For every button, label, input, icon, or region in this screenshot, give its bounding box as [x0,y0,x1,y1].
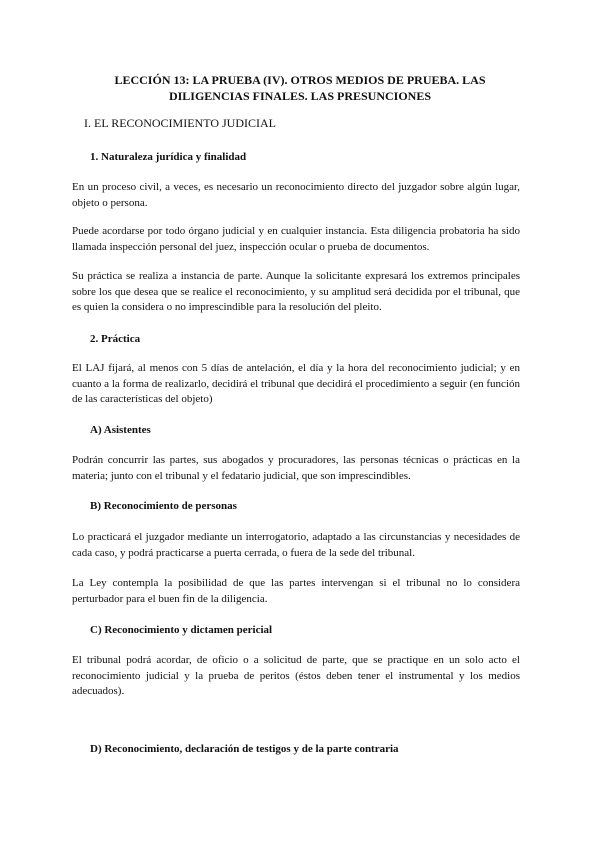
subheading-testigos: D) Reconocimiento, declaración de testigos y de la parte contraria [90,743,399,755]
document-title: LECCIÓN 13: LA PRUEBA (IV). OTROS MEDIOS DE PRUEBA. LAS DILIGENCIAS FINALES. LAS PRESUNCIONES [114,73,486,103]
subheading-asistentes: A) Asistentes [90,424,151,436]
paragraph-8: El tribunal podrá acordar, de oficio o a solicitud de parte, que se practique en un solo acto el reconocimiento judicial y la prueba de peritos (éstos deben tener el instrumental y los medios adecuados). [72,654,520,697]
paragraph-7: La Ley contempla la posibilidad de que las partes intervengan si el tribunal no lo considera perturbador para el buen fin de la diligencia. [72,577,520,605]
paragraph-5: Podrán concurrir las partes, sus abogados y procuradores, las personas técnicas o prácticas en la materia; junto con el tribunal y el fedatario judicial, que son imprescindibles. [72,454,520,482]
paragraph-1: En un proceso civil, a veces, es necesario un reconocimiento directo del juzgador sobre algún lugar, objeto o persona. [72,181,520,209]
paragraph-3: Su práctica se realiza a instancia de parte. Aunque la solicitante expresará los extremos principales sobre los que desea que se realice el reconocimiento, y su amplitud será decidida por el tribunal, que es quien la considera o no imprescindible para la resolución del pleito. [72,270,520,313]
subheading-naturaleza: 1. Naturaleza jurídica y finalidad [90,151,247,163]
paragraph-4: El LAJ fijará, al menos con 5 días de antelación, el día y la hora del reconocimiento judicial; y en cuanto a la forma de realizarlo, decidirá el tribunal que decidirá el procedimiento a seguir (en función de las características del objeto) [72,362,520,405]
section-heading: I. EL RECONOCIMIENTO JUDICIAL [84,116,276,130]
subheading-practica: 2. Práctica [90,333,141,345]
subheading-dictamen-pericial: C) Reconocimiento y dictamen pericial [90,624,273,636]
paragraph-2: Puede acordarse por todo órgano judicial y en cualquier instancia. Esta diligencia probatoria ha sido llamada inspección personal del juez, inspección ocular o prueba de documentos. [72,225,520,253]
subheading-reconocimiento-personas: B) Reconocimiento de personas [90,500,237,512]
paragraph-6: Lo practicará el juzgador mediante un interrogatorio, adaptado a las circunstancias y necesidades de cada caso, y podrá practicarse a puerta cerrada, o fuera de la sede del tribunal. [72,531,520,559]
